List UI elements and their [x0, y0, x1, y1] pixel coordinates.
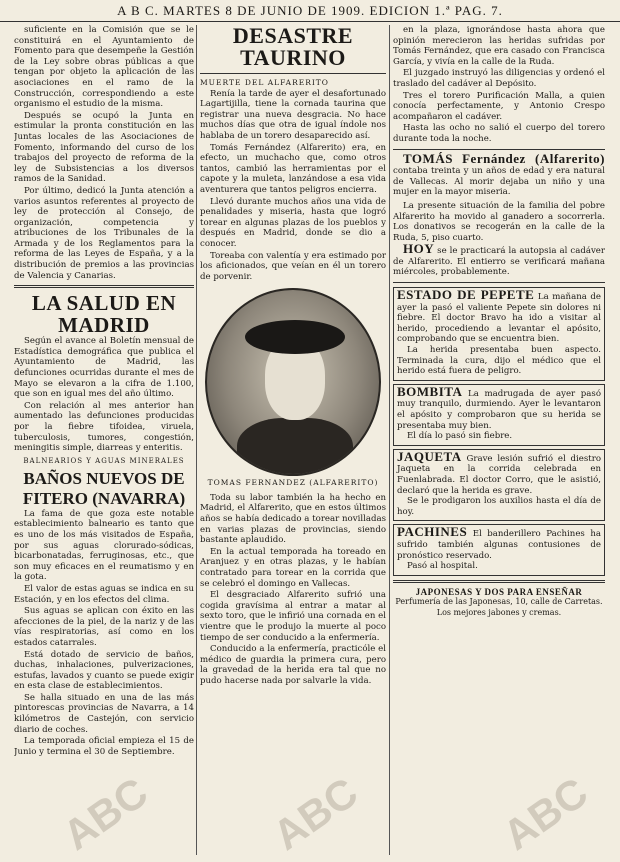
note-kicker: HOY [403, 241, 435, 257]
bombita-more: El día lo pasó sin fiebre. [407, 431, 513, 442]
watermark-logo: ABC [264, 768, 366, 859]
advert-text: Perfumería de las Japonesas, 10, calle de Carretas. Los mejores jabones y cremas. [395, 597, 603, 617]
continuation-article [393, 25, 605, 145]
note-text: contaba treinta y un años de edad y era natural de Vallecas. Al morir dejaba un niño y una mujer en la mayor miseria. [393, 166, 605, 198]
paragraph: La fama de que goza este notable establecimiento balneario es tanto que es uno de los más visitados de España, por sus aguas clorurado-sódicas, bicarbonatadas, ferruginosas, etc., que son muy eficaces en el reumatismo y en la gota. [14, 508, 194, 583]
page-header: A B C. MARTES 8 DE JUNIO DE 1909. EDICION 1.ª PAG. 7. [0, 0, 620, 22]
bombita-note [393, 384, 605, 446]
pachines-kicker: PACHINES [397, 524, 468, 540]
banos-title: BAÑOS NUEVOS DE FITERO (NAVARRA) [22, 468, 186, 508]
paragraph: El desgraciado Alfarerito sufrió una cogida gravísima al entrar a matar al sexto toro, que le infirió una cornada en el vientre que le produjo la muerte al poco tiempo de ser conducido a la enfermería. [200, 590, 386, 643]
paragraph: Según el avance al Boletín mensual de Estadística demográfica que publica el Ayuntamiento de Madrid, las defunciones ocurridas durante el mes de Mayo se elevaron a la cifra de 1.100, que son en igual mes del año último. [14, 336, 194, 400]
paragraph: Tres el torero Purificación Malla, a quien conocía perfectamente, y Antonio Crespo acompañaron el cadáver. [393, 90, 605, 122]
paragraph: Renía la tarde de ayer el desafortunado Lagartijilla, tiene la cornada taurina que registrar una nueva desgracia. No hace muchos días que otra de igual índole nos hablaba de un torero desaparecido así. [200, 88, 386, 141]
column-left [14, 25, 194, 858]
jaqueta-kicker: JAQUETA [397, 448, 462, 464]
title-rule [200, 73, 386, 74]
article-kicker: MUERTE DEL ALFARERITO [200, 78, 329, 87]
paragraph: Conducido a la enfermería, practicóle el médico de guardia la primera cura, pero la gravedad de la herida era tal que no pudo hacerse nada por salvarle la vida. [200, 644, 386, 686]
photo-shoulders [237, 418, 353, 476]
pachines-note [393, 524, 605, 575]
note-item [393, 150, 605, 198]
estado-text: La mañana de ayer la pasó el valiente Pepete sin dolores ni fiebre. El doctor Bravo ha ido a visitar al herido, procediendo a levantar el apósito, comprobando que se encuentra bien. [397, 292, 602, 345]
note-item [393, 241, 605, 278]
paragraph: Con relación al mes anterior han aumentado las defunciones producidas por la fiebre tifoidea, viruela, tuberculosis, tumores, congestión, meningitis simple, diarreas y enteritis. [14, 400, 194, 454]
desastre-article-bottom [200, 493, 386, 687]
paragraph: Hasta las ocho no salió el cuerpo del torero durante toda la noche. [393, 123, 605, 144]
banos-article [14, 509, 194, 758]
photo-caption: TOMAS FERNANDEZ (ALFARERITO) [207, 478, 379, 488]
section-rule [393, 149, 605, 150]
desastre-title: DESASTRE TAURINO [232, 25, 354, 70]
pachines-more: Pasó al hospital. [407, 561, 478, 572]
jaqueta-more: Se le prodigaron los auxilios hasta el día de hoy. [397, 496, 601, 517]
paragraph: suficiente en la Comisión que se le constituirá en el Ayuntamiento de Fomento para que desempeñe la Gestión de la Ley sobre obras públicas a que tengan por objeto la aplicación de las asociaciones en el ramo de la Construcción, correspondiendo a este organismo el estudio de la misma. [14, 25, 194, 110]
watermark-logo: ABC [494, 768, 596, 859]
paragraph: Por último, dedicó la Junta atención a varios asuntos referentes al proyecto de ley de protección al Consejo, de organización, competencia y atribuciones de los Tribunales de la Armada y de los Reglamentos para la reforma de las Leyes de España, y a la distribución de premios a las provincias de Valencia y Canarias. [14, 185, 194, 281]
paragraph: Sus aguas se aplican con éxito en las afecciones de la piel, de la nariz y de las vías respiratorias, así como en los estados catarrales. [14, 606, 194, 648]
salud-title: LA SALUD EN MADRID [31, 291, 177, 338]
desastre-article-top [200, 89, 386, 283]
paragraph: La temporada oficial empieza el 15 de Junio y termina el 30 de Septiembre. [14, 736, 194, 757]
column-right [393, 25, 605, 858]
paragraph: Se halla situado en una de las más pintorescas provincias de Navarra, a 14 kilómetros de Castejón, con servicio diario de coches. [14, 692, 194, 735]
column-divider [389, 25, 390, 855]
note-kicker: TOMÁS Fernández (Alfarerito) [403, 150, 605, 166]
photo-hat [245, 320, 345, 354]
bombita-kicker: BOMBITA [397, 383, 463, 399]
note-text: se le practicará la autopsia al cadáver de Alfarerito. El entierro se verificará mañana miércoles, probablemente. [393, 246, 605, 278]
salud-article [14, 336, 194, 454]
ad-rule [393, 580, 605, 583]
section-rule [14, 285, 194, 288]
notes-list [393, 150, 605, 279]
jaqueta-note [393, 449, 605, 522]
jaqueta-text: Grave lesión sufrió el diestro Jaqueta en la corrida celebrada en Fuenlabrada. El doctor Corro, que le asistió, declaró que la herida es grave. [397, 453, 601, 496]
paragraph: en la plaza, ignorándose hasta ahora que opinión merecieron las heridas sufridas por Tomás Fernández, que era casado con Francisca García, y vivía en la calle de la Ruda. [393, 25, 605, 67]
estado-pepete [393, 287, 605, 381]
paragraph: Está dotado de servicio de baños, duchas, inhalaciones, pulverizaciones, estufas, lavados y cuanto se puede exigir en esta clase de establecimientos. [14, 649, 194, 692]
note-text: La presente situación de la familia del pobre Alfarerito ha movido al ganadero a socorrerla. Los donativos se recogerán en la calle de la Ruda, 5, piso cuarto. [393, 200, 605, 243]
paragraph: Llevó durante muchos años una vida de penalidades y miseria, hasta que logró torear en algunas plazas de los pueblos y después en Madrid, donde se dio a conocer. [200, 196, 386, 249]
watermark-logo: ABC [54, 768, 156, 859]
paragraph: Después se ocupó la Junta en estimular la pronta constitución en las Juntas locales de las Asociaciones de Fomento, informando del curso de los trabajos del proyecto de reforma de la ley de Subsistencias a los diversos ramos de la Sanidad. [14, 110, 194, 185]
note-item [393, 199, 605, 243]
column-center [200, 25, 386, 858]
paragraph: Toda su labor también la ha hecho en Madrid, el Alfarerito, que en estos últimos años se había dedicado a torear novilladas en varias plazas de provincias, siendo bastante aplaudido. [200, 492, 386, 546]
paragraph: El valor de estas aguas se indica en su Estación, y en los efectos del clima. [14, 583, 194, 605]
portrait-photo [205, 288, 381, 476]
paragraph: Tomás Fernández (Alfarerito) era, en efecto, un muchacho que, como otros tantos, cambió las herramientas por el capote y la muleta, lanzándose a esa vida aventurera que tantos peligros encierra. [200, 142, 386, 195]
lead-article [14, 25, 194, 281]
bombita-text: La madrugada de ayer pasó muy tranquilo, durmiendo. Ayer le levantaron el apósito y comprobaron que su herida se presentaba muy bien. [397, 388, 601, 431]
balnearios-banner: BALNEARIOS Y AGUAS MINERALES [23, 456, 185, 465]
paragraph: El juzgado instruyó las diligencias y ordenó el traslado del cadáver al Depósito. [393, 68, 605, 89]
paragraph: Toreaba con valentía y era estimado por los aficionados, que veían en él un torero de porvenir. [200, 250, 386, 282]
paragraph: En la actual temporada ha toreado en Aranjuez y en otras plazas, y le habían contratado para torear en la corrida que se celebró el domingo en Vallecas. [200, 546, 386, 589]
estado-more: La herida presentaba buen aspecto. Terminada la cura, dijo el médico que el herido está fuera de peligro. [397, 345, 601, 377]
advert-headline: JAPONESAS Y DOS PARA ENSEÑAR [415, 586, 583, 597]
column-divider [196, 25, 197, 855]
estado-kicker: ESTADO DE PEPETE [397, 287, 535, 303]
section-rule [393, 282, 605, 283]
pachines-text: El banderillero Pachines ha sufrido también algunas contusiones de pronóstico reservado. [397, 529, 601, 561]
